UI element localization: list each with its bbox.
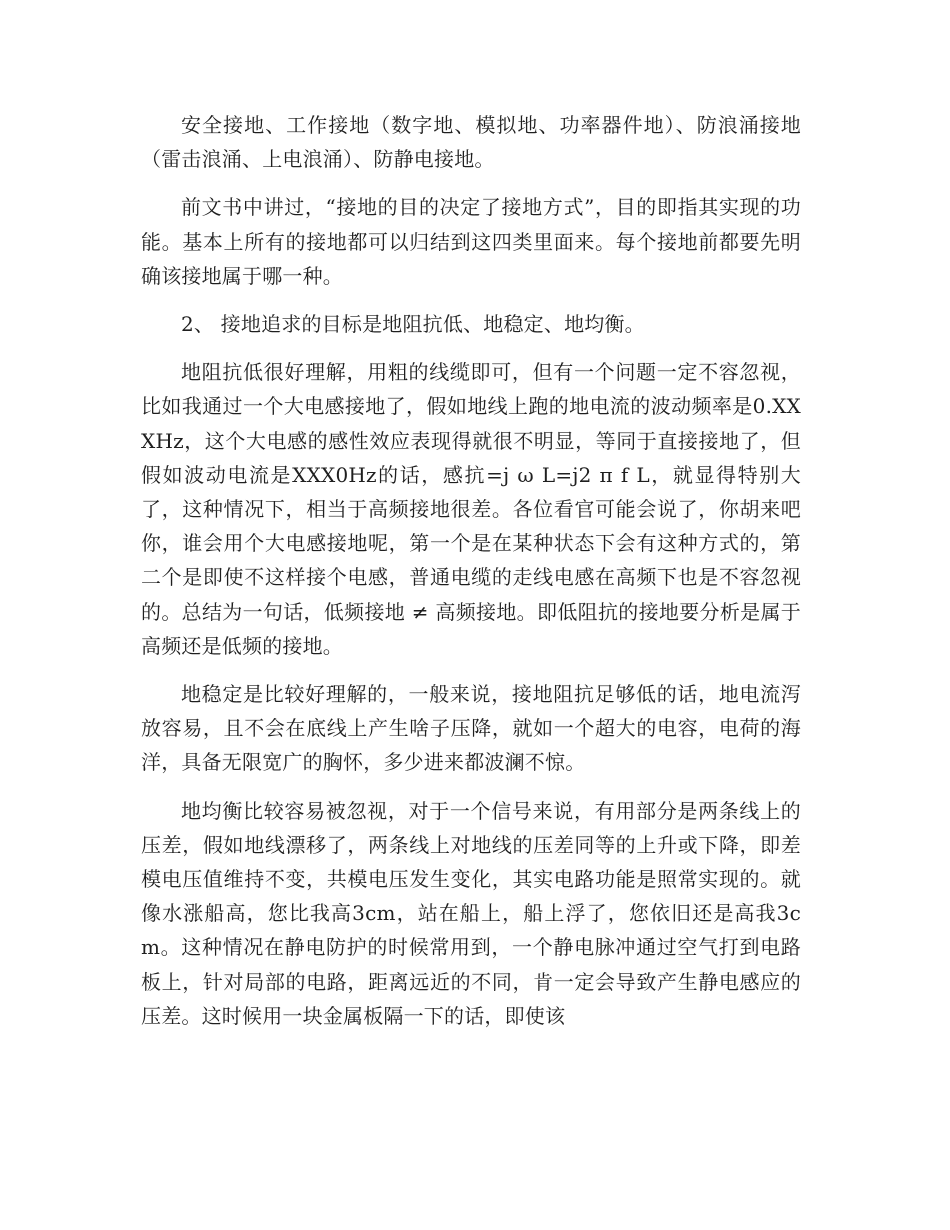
paragraph-ground-stability: 地稳定是比较好理解的，一般来说，接地阻抗足够低的话，地电流泻放容易，且不会在底线上产生啥子压降，就如一个超大的电容，电荷的海洋，具备无限宽广的胸怀，多少进来都波澜不惊。 [141, 682, 801, 775]
paragraph-ground-balance: 地均衡比较容易被忽视，对于一个信号来说，有用部分是两条线上的压差，假如地线漂移了，两条线上对地线的压差同等的上升或下降，即差模电压值维持不变，共模电压发生变化，其实电路功能是照常实现的。就像水涨船高，您比我高3cm，站在船上，船上浮了，您依旧还是高我3cm。这种情况在静电防护的时候常用到，一个静电脉冲通过空气打到电路板上，针对局部的电路，距离远近的不同，肯一定会导致产生静电感应的压差。这时候用一块金属板隔一下的话，即使该 [141, 798, 801, 1028]
document-body [141, 108, 801, 1047]
paragraph-section-2-heading: 2、 接地追求的目标是地阻抗低、地稳定、地均衡。 [181, 312, 645, 337]
paragraph-low-impedance: 地阻抗低很好理解，用粗的线缆即可，但有一个问题一定不容忽视，比如我通过一个大电感接地了，假如地线上跑的地电流的波动频率是0.XXXHz，这个大电感的感性效应表现得就很不明显，等同于直接接地了，但假如波动电流是XXX0Hz的话，感抗=j ω L=j2 π f L，就显得特别大了，这种情况下，相当于高频接地很差。各位看官可能会说了，你胡来吧你，谁会用个大电感接地呢，第一个是在某种状态下会有这种方式的，第二个是即使不这样接个电感，普通电缆的走线电感在高频下也是不容忽视的。总结为一句话，低频接地 ≠ 高频接地。即低阻抗的接地要分析是属于高频还是低频的接地。 [141, 360, 801, 658]
paragraph-grounding-types: 安全接地、工作接地（数字地、模拟地、功率器件地）、防浪涌接地（雷击浪涌、上电浪涌）、防静电接地。 [141, 113, 801, 172]
paragraph-grounding-purpose: 前文书中讲过，“接地的目的决定了接地方式”，目的即指其实现的功能。基本上所有的接地都可以归结到这四类里面来。每个接地前都要先明确该接地属于哪一种。 [141, 195, 801, 288]
